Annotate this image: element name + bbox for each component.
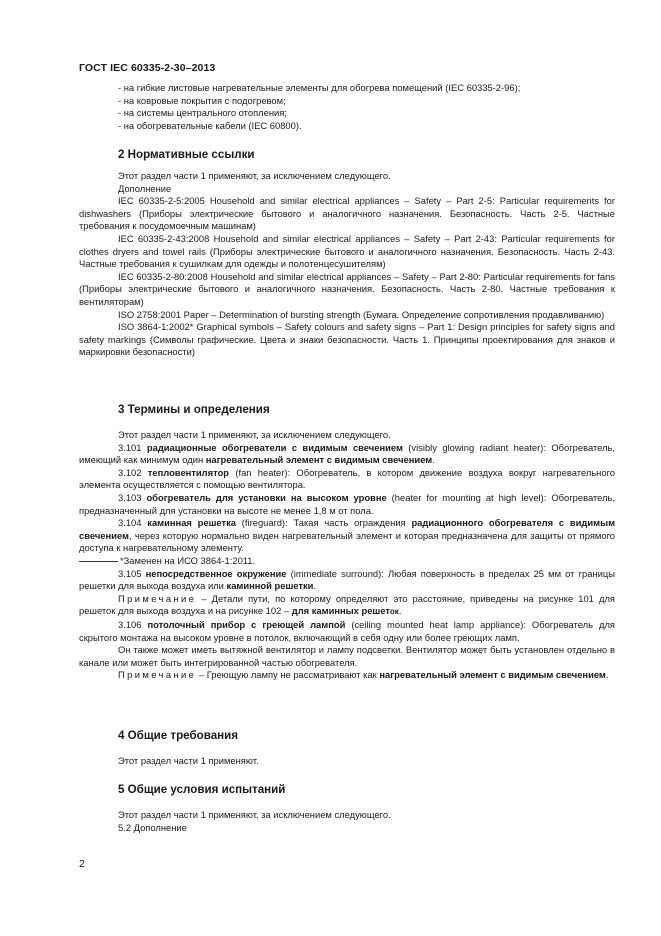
list-item: - на системы центрального отопления; (118, 107, 287, 119)
paragraph: Этот раздел части 1 применяют, за исключением следующего. (118, 809, 391, 820)
intro-list (79, 82, 615, 132)
term-text: (ceiling mounted heat lamp appliance): Обогреватель для скрытого монтажа на высоком уровне в потолок, включающий в себя одну или более греющих ламп. (79, 618, 615, 643)
note-text: – Детали пути, по которому определяют это расстояние, приведены на рисунке 101 для решеток для выхода воздуха и на рисунке 102 – (79, 592, 615, 617)
standard-header: ГОСТ IEC 60335-2-30–2013 (79, 62, 216, 74)
term-text: . (432, 454, 435, 466)
definition-3102 (79, 467, 615, 492)
footnote-rule (79, 561, 118, 562)
reference-item: IEC 60335-2-80:2008 Household and similar electrical appliances – Safety – Part 2-80: Particular requirements for fans (Приборы электрические бытового и аналогичного назначения. Безопасность. Часть 2-80. Частные требования к вентиляторам) (79, 270, 615, 307)
term-number: 3.102 (118, 466, 148, 478)
term-ref: радиационного обогревателя с видимым свечением (79, 517, 616, 541)
term-ref: каминной решетки (226, 580, 314, 592)
term: непосредственное окружение (145, 567, 287, 579)
term: радиационные обогреватели с видимым свечением (146, 441, 403, 453)
note-ref: нагревательный элемент с видимым свечением (379, 669, 606, 681)
term-number: 3.101 (118, 441, 147, 453)
term: обогреватель для установки на высоком уровне (146, 491, 387, 503)
term-number: 3.104 (118, 517, 148, 529)
section-heading: 2 Нормативные ссылки (118, 148, 255, 161)
definition-3106 (79, 619, 615, 644)
note-label: Примечание (118, 669, 197, 681)
definition-3104 (79, 517, 615, 555)
paragraph: Этот раздел части 1 применяют. (118, 755, 259, 766)
term-ref: нагревательный элемент с видимым свечением (205, 454, 433, 466)
section-2 (79, 148, 615, 359)
term: потолочный прибор с греющей лампой (147, 618, 346, 630)
paragraph: Дополнение (118, 182, 172, 194)
section-heading: 5 Общие условия испытаний (118, 783, 286, 796)
subsection-heading: 5.2 Дополнение (118, 821, 187, 833)
term-text: , через которую нормально виден нагревательный элемент и которая предназначена для защиты от прямого доступа к нагревательному элементу. (79, 529, 615, 554)
term-number: 3.105 (118, 567, 146, 579)
term-text: (visibly glowing radiant heater): Обогреватель, имеющий как минимум один (79, 441, 615, 466)
term-text: . (313, 580, 317, 592)
term-text: (fan heater): Обогреватель, в котором движение воздуха вокруг нагревательного элемента осуществляется с помощью вентилятора. (79, 466, 615, 491)
list-item: - на ковровые покрытия с подогревом; (118, 94, 286, 106)
paragraph: Он также может иметь вытяжной вентилятор и лампу подсветки. Вентилятор может быть установлен отдельно в канале или может быть интегрированной частью обогревателя. (79, 644, 615, 668)
term-number: 3.103 (118, 491, 147, 503)
paragraph: Этот раздел части 1 применяют, за исключением следующего. (118, 170, 391, 181)
section-heading: 3 Термины и определения (118, 403, 270, 416)
term: тепловентилятор (147, 466, 230, 478)
reference-item: IEC 60335-2-5:2005 Household and similar electrical appliances – Safety – Part 2-5: Particular requirements for dishwashers (Приборы электрические бытового и аналогичного назначения. Безопасность. Часть 2-5. Частные требования к посудомоечным машинам) (79, 195, 615, 232)
reference-item: ISO 2758:2001 Paper – Determination of bursting strength (Бумага. Определение сопротивления продавливанию) (118, 308, 605, 320)
footnote-text: *Заменен на ИСО 3864-1:2011. (120, 554, 256, 566)
footnote (79, 555, 615, 568)
page-number: 2 (79, 858, 85, 870)
note-ref: для каминных решет (291, 605, 390, 617)
paragraph: Этот раздел части 1 применяют, за исключением следующего. (118, 429, 391, 440)
section-5 (79, 783, 615, 834)
note-2 (79, 669, 615, 682)
note-label: Примечание (118, 592, 197, 604)
term-number: 3.106 (118, 618, 148, 630)
definition-3101 (79, 442, 615, 467)
term-text: (heater for mounting at high level): Обогреватель, предназначенный для установки на высоте не менее 1,8 м от пола. (79, 491, 615, 516)
section-4 (79, 729, 615, 768)
term-text: (fireguard): Такая часть ограждения (236, 517, 412, 529)
note-1 (79, 593, 615, 619)
note-ref-tail: ок (389, 607, 399, 617)
note-text: – Греющую лампу не рассматривают как (196, 669, 380, 681)
term: каминная решетка (147, 517, 237, 529)
note-text: . (398, 605, 402, 617)
reference-item: ISO 3864-1:2002* Graphical symbols – Safety colours and safety signs – Part 1: Design principles for safety signs and safety markings (Символы графические. Цвета и знаки безопасности. Часть 1. Принципы проектирования для знаков и маркировки безопасности) (79, 321, 615, 358)
definition-3105 (79, 568, 615, 593)
section-heading: 4 Общие требования (118, 729, 239, 742)
list-item: - на гибкие листовые нагревательные элементы для обогрева помещений (IEC 60335-2-96); (118, 82, 521, 93)
list-item: - на обогревательные кабели (IEC 60800). (118, 119, 302, 131)
section-3 (79, 403, 615, 682)
term-text: (immediate surround): Любая поверхность в пределах 25 мм от границы решетки для выхода воздуха или (79, 567, 615, 592)
definition-3103 (79, 492, 615, 517)
note-text: . (605, 669, 609, 681)
reference-item: IEC 60335-2-43:2008 Household and similar electrical appliances – Safety – Part 2-43: Particular requirements for clothes dryers and towel rails (Приборы электрические бытового и аналогичного назначения. Безопасность. Часть 2-43. Частные требования к сушилкам для одежды и полотенцесушителям) (79, 232, 615, 270)
